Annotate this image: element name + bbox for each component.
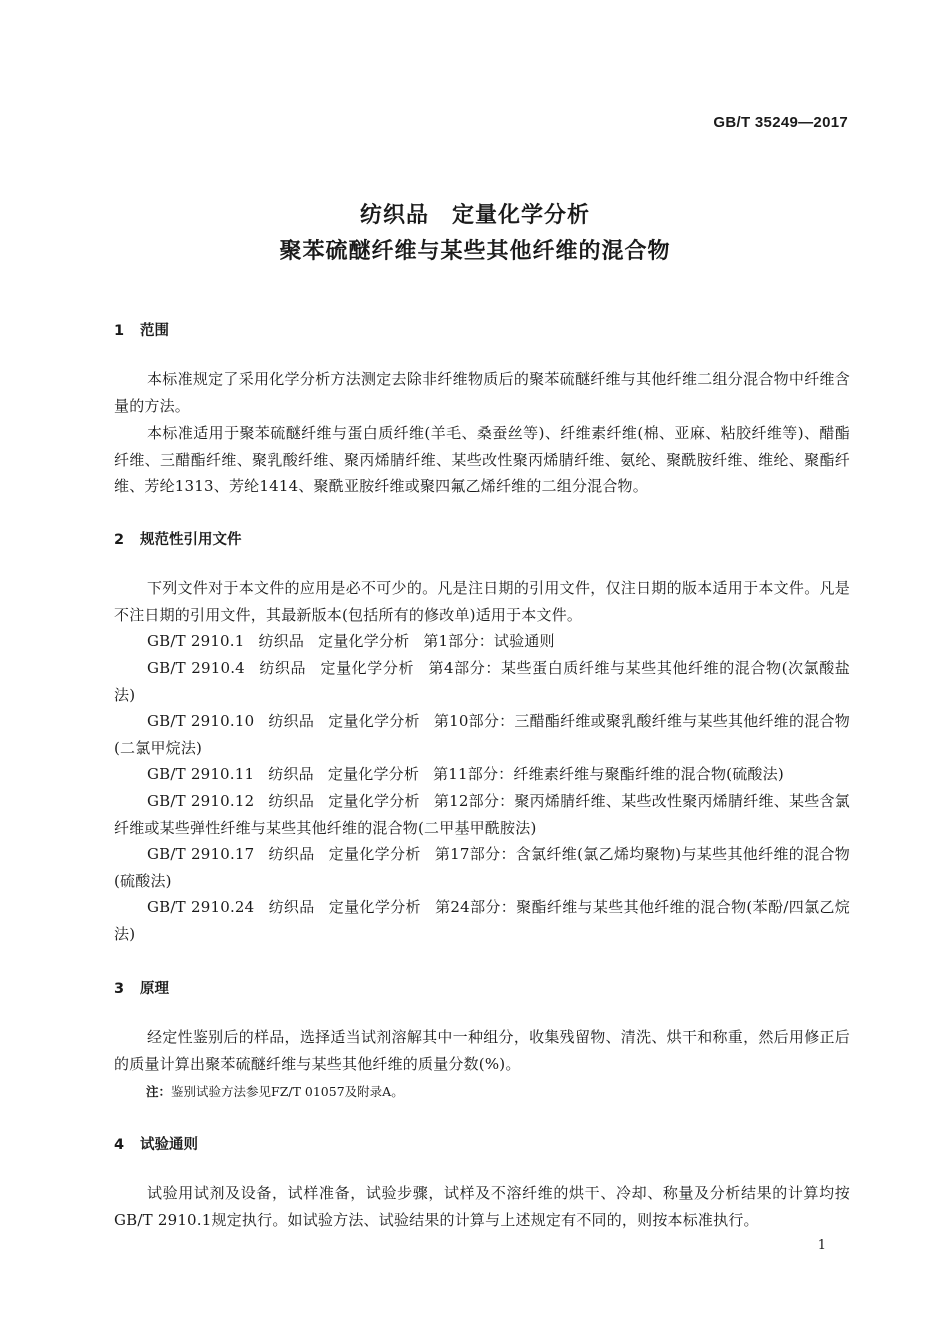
reference-part: 第4部分：某些蛋白质纤维与某些其他纤维的混合物(次氯酸盐法) [114, 659, 851, 704]
document-code: GB/T 35249—2017 [713, 114, 848, 131]
reference-code: GB/T 2910.11 [147, 765, 255, 783]
section-heading-normative-references [114, 528, 242, 549]
reference-name: 纺织品 [268, 765, 314, 783]
reference-part: 第10部分：三醋酯纤维或聚乳酸纤维与某些其他纤维的混合物(二氯甲烷法) [114, 712, 850, 757]
reference-subtitle: 定量化学分析 [327, 765, 420, 783]
section-number: 1 [114, 323, 125, 339]
section-heading-scope [114, 319, 169, 340]
reference-subtitle: 定量化学分析 [328, 898, 421, 916]
reference-code: GB/T 2910.1 [147, 632, 245, 650]
note-label: 注： [146, 1084, 172, 1099]
reference-name: 纺织品 [268, 712, 315, 730]
reference-subtitle: 定量化学分析 [328, 792, 420, 810]
section-title: 原理 [140, 981, 169, 997]
section-title: 范围 [140, 323, 169, 339]
reference-part: 第17部分：含氯纤维(氯乙烯均聚物)与某些其他纤维的混合物(硫酸法) [114, 845, 851, 890]
reference-code: GB/T 2910.10 [147, 712, 255, 730]
principle-note [146, 1082, 404, 1100]
reference-part: 第12部分：聚丙烯腈纤维、某些改性聚丙烯腈纤维、某些含氯纤维或某些弹性纤维与某些其他纤维的混合物(二甲基甲酰胺法) [114, 792, 850, 837]
reference-item [114, 788, 850, 841]
reference-subtitle: 定量化学分析 [320, 659, 415, 677]
section-number: 2 [114, 532, 125, 548]
note-text: 鉴别试验方法参见FZ/T 01057及附录A。 [171, 1084, 404, 1099]
reference-name: 纺织品 [268, 845, 315, 863]
reference-item [114, 761, 850, 788]
reference-subtitle: 定量化学分析 [328, 712, 420, 730]
reference-name: 纺织品 [258, 632, 305, 650]
section-number: 4 [114, 1137, 125, 1153]
reference-name: 纺织品 [268, 898, 315, 916]
reference-name: 纺织品 [258, 659, 307, 677]
section-title: 试验通则 [140, 1137, 198, 1153]
reference-item [114, 708, 850, 761]
document-title-line-1: 纺织品 定量化学分析 [359, 203, 590, 228]
reference-code: GB/T 2910.17 [147, 845, 255, 863]
reference-item [114, 628, 850, 655]
reference-subtitle: 定量化学分析 [328, 845, 421, 863]
reference-item [114, 841, 850, 894]
scope-paragraph-1: 本标准规定了采用化学分析方法测定去除非纤维物质后的聚苯硫醚纤维与其他纤维二组分混合物中纤维含量的方法。 [114, 370, 850, 415]
reference-part: 第11部分：纤维素纤维与聚酯纤维的混合物(硫酸法) [433, 765, 784, 783]
general-test-paragraph: 试验用试剂及设备，试样准备，试验步骤，试样及不溶纤维的烘干、冷却、称量及分析结果的计算均按GB/T 2910.1规定执行。如试验方法、试验结果的计算与上述规定有不同的，则按本标准执行。 [114, 1184, 850, 1229]
section-heading-principle [114, 977, 169, 998]
section-title: 规范性引用文件 [140, 532, 242, 548]
reference-item [114, 655, 850, 708]
scope-paragraph-2: 本标准适用于聚苯硫醚纤维与蛋白质纤维(羊毛、桑蚕丝等)、纤维素纤维(棉、亚麻、粘胶纤维等)、醋酯纤维、三醋酯纤维、聚乳酸纤维、聚丙烯腈纤维、某些改性聚丙烯腈纤维、氨纶、聚酰胺纤维、维纶、聚酯纤维、芳纶1313、芳纶1414、聚酰亚胺纤维或聚四氟乙烯纤维的二组分混合物。 [114, 424, 850, 495]
reference-subtitle: 定量化学分析 [318, 632, 410, 650]
section-heading-general-test [114, 1133, 198, 1154]
principle-paragraph: 经定性鉴别后的样品，选择适当试剂溶解其中一种组分，收集残留物、清洗、烘干和称重，然后用修正后的质量计算出聚苯硫醚纤维与某些其他纤维的质量分数(%)。 [114, 1028, 850, 1073]
reference-part: 第24部分：聚酯纤维与某些其他纤维的混合物(苯酚/四氯乙烷法) [114, 898, 851, 943]
reference-code: GB/T 2910.24 [147, 898, 255, 916]
references-intro-paragraph: 下列文件对于本文件的应用是必不可少的。凡是注日期的引用文件，仅注日期的版本适用于本文件。凡是不注日期的引用文件，其最新版本(包括所有的修改单)适用于本文件。 [114, 579, 850, 624]
page-number: 1 [817, 1238, 826, 1253]
reference-code: GB/T 2910.12 [147, 792, 255, 810]
reference-item [114, 894, 850, 947]
reference-code: GB/T 2910.4 [147, 659, 245, 677]
reference-name: 纺织品 [268, 792, 315, 810]
document-title-line-2: 聚苯硫醚纤维与某些其他纤维的混合物 [279, 239, 671, 264]
section-number: 3 [114, 981, 125, 997]
reference-part: 第1部分：试验通则 [423, 632, 555, 650]
